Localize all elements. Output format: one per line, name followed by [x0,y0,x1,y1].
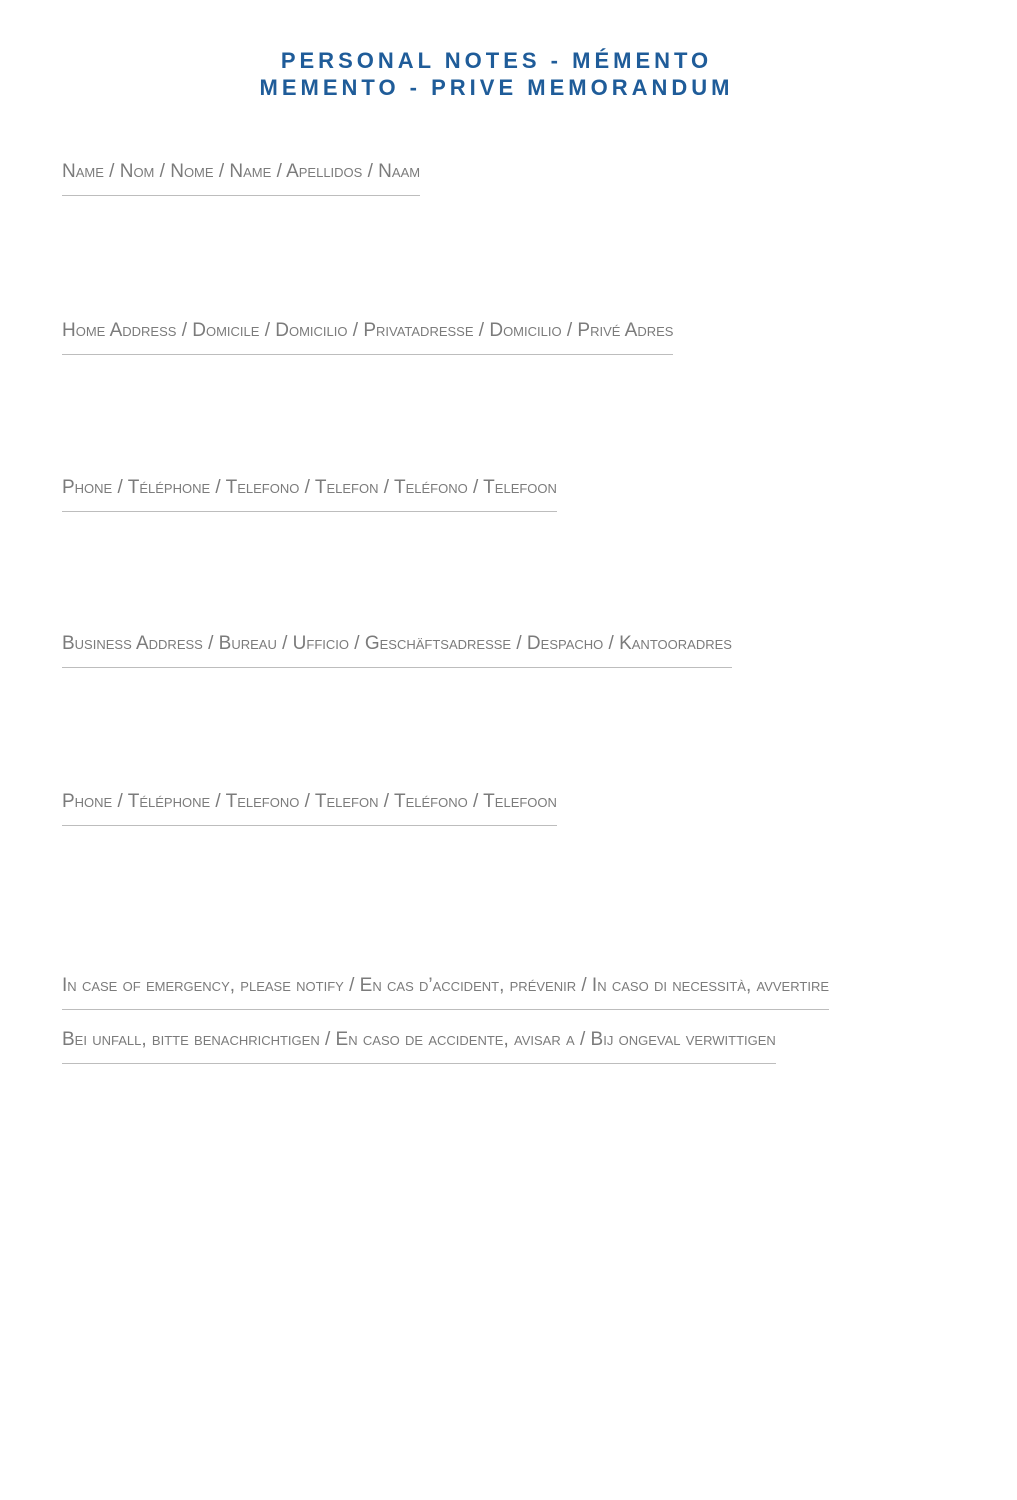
title-line-2: MEMENTO - PRIVE MEMORANDUM [259,75,734,100]
title-line-1: PERSONAL NOTES - MÉMENTO [280,48,713,73]
emergency-contact-label-line-1: In case of emergency, please notify / En cas d’accident, prévenir / In caso di necessità, avvertire [62,975,829,1010]
home-phone-field-label: Phone / Téléphone / Telefono / Telefon / Teléfono / Telefoon [62,477,557,512]
emergency-contact-label-line-2: Bei unfall, bitte benachrichtigen / En caso de accidente, avisar a / Bij ongeval verwittigen [62,1029,776,1064]
name-field-label: Name / Nom / Nome / Name / Apellidos / Naam [62,161,420,196]
home-address-field-label: Home Address / Domicile / Domicilio / Privatadresse / Domicilio / Privé Adres [62,320,673,355]
business-phone-field-label: Phone / Téléphone / Telefono / Telefon / Teléfono / Telefoon [62,791,557,826]
business-address-field-label: Business Address / Bureau / Ufficio / Geschäftsadresse / Despacho / Kantooradres [62,633,732,668]
